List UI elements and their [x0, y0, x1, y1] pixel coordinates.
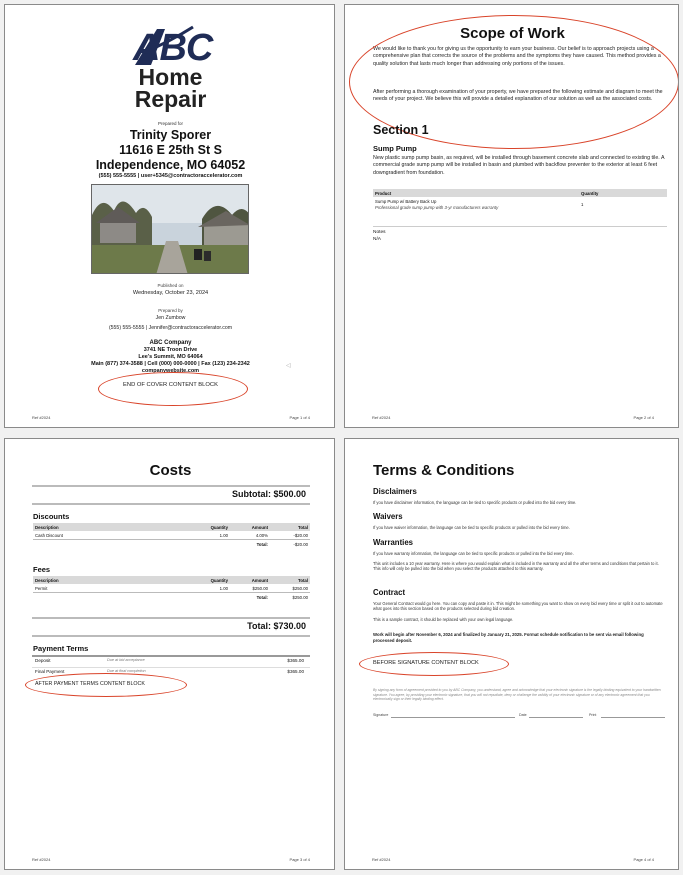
deposit-label: Deposit — [35, 658, 51, 663]
scope-intro-1: We would like to thank you for giving us the opportunity to earn your business. Our belief is to approach projects using a comprehensive plan that corrects the source of the problems and the symptoms they have caused. This method provides a quality solution that lasts much longer than addressing only portions of the issues. — [373, 46, 661, 67]
waivers-heading: Waivers — [373, 512, 403, 521]
client-city: Independence, MO 64052 — [95, 158, 246, 172]
fee-total: $250.00 — [292, 594, 308, 600]
rule — [32, 485, 310, 487]
section-heading: Section 1 — [373, 123, 429, 137]
payment-terms-title: Payment Terms — [33, 644, 89, 653]
table-divider — [373, 226, 667, 227]
cell: Permit — [35, 585, 48, 591]
fees-title: Fees — [33, 565, 51, 574]
col-description: Description — [33, 576, 186, 584]
annotation-oval-cover — [98, 372, 248, 406]
company-street: 3741 NE Troon Drive — [143, 347, 198, 353]
scope-page — [344, 4, 679, 428]
company-phones: Main (877) 374-3588 | Cell (000) 000-0000 | Fax (123) 234-2342 — [91, 361, 250, 367]
disclaimers-text: If you have disclaimer information, the language can be tied to specific products or pulled into the bid every time. — [373, 500, 577, 505]
prepared-for-label: Prepared for — [157, 121, 183, 126]
fees-table — [33, 576, 310, 602]
product-name: Sump Pump w/ Battery Back Up — [375, 198, 437, 204]
print-line[interactable] — [601, 717, 665, 718]
fee-total-row — [33, 593, 310, 602]
warranties-text-2: This unit includes a 10 year warranty. Here is where you would explain what is included in the warranty and all the other terms and conditions that pertain to it. This info will only be pulled into the bid when you select the products attached to this warranty. — [373, 561, 659, 572]
doc-ref: Ref #2024 — [372, 857, 391, 862]
published-date: Wednesday, October 23, 2024 — [132, 290, 209, 296]
table-row — [33, 584, 310, 593]
logo-abc-text: ABC — [133, 27, 213, 69]
terms-page — [344, 438, 679, 870]
after-payment-block: AFTER PAYMENT TERMS CONTENT BLOCK — [35, 681, 145, 687]
cell: $250.00 — [292, 585, 308, 591]
published-label: Published on — [157, 283, 184, 288]
notes-value: N/A — [373, 237, 381, 242]
notes-label: Notes — [373, 230, 386, 235]
grand-total: Total: $730.00 — [247, 621, 306, 631]
deposit-note: Due at bid acceptance — [107, 658, 145, 662]
cover-end-block: END OF COVER CONTENT BLOCK — [123, 382, 218, 388]
page-number: Page 4 of 4 — [633, 857, 654, 862]
cell: 4.00% — [255, 532, 268, 538]
rule — [32, 635, 310, 637]
rule — [32, 503, 310, 505]
warranties-text-1: If you have warranty information, the language can be tied to specific products or pulled into the bid every time. — [373, 551, 574, 556]
client-name: Trinity Sporer — [129, 128, 212, 142]
doc-ref: Ref #2024 — [32, 857, 51, 862]
col-amount: Amount — [230, 523, 270, 531]
table-row — [33, 531, 310, 540]
e-sign-disclaimer: By signing any form of agreement provided to you by ABC Company, you understand, agree and acknowledge that your electronic signature is the legally binding equivalent to your handwritten signature. You agree, by providing your electronic signature, that you will not repudiate, deny or challenge the validity of your electronic signature or of any electronic agreement that you electronically sign or their legally binding effect. — [373, 688, 661, 702]
cell: -$20.00 — [293, 532, 308, 538]
discounts-title: Discounts — [33, 512, 70, 521]
scroll-hint-icon: ◁ — [286, 363, 291, 369]
scope-intro-2: After performing a thorough examination of your property, we have prepared the following estimate and diagram to meet the needs of your project. We believe this will provide a detailed explanation of our solution as well as the associated costs. — [373, 89, 663, 103]
warranties-heading: Warranties — [373, 538, 414, 547]
col-quantity: Quantity — [186, 523, 230, 531]
terms-title: Terms & Conditions — [373, 462, 515, 479]
cell: $250.00 — [252, 585, 268, 591]
final-payment-label: Final Payment — [35, 669, 65, 674]
product-qty: 1 — [581, 201, 584, 207]
col-quantity: Quantity — [186, 576, 230, 584]
company-website: companywebsite.com — [141, 368, 200, 374]
page-number: Page 2 of 4 — [633, 415, 654, 420]
costs-title: Costs — [149, 462, 192, 479]
contract-text-1: Your General Contract would go here. You can copy and paste it in. This might be something you want to show on every bid every time or split it out to automate what goes into this section based on the products selected during bid creation. — [373, 601, 663, 612]
disclaimers-heading: Disclaimers — [373, 487, 417, 496]
before-signature-block: BEFORE SIGNATURE CONTENT BLOCK — [373, 660, 479, 666]
page-number: Page 1 of 4 — [289, 415, 310, 420]
final-payment-note: Due at final completion — [107, 669, 146, 673]
item-title: Sump Pump — [373, 144, 417, 153]
cover-page — [4, 4, 335, 428]
date-line[interactable] — [529, 717, 583, 718]
date-label: Date — [519, 713, 527, 717]
client-street: 11616 E 25th St S — [119, 143, 222, 157]
col-product: Product — [373, 189, 579, 197]
col-amount: Amount — [230, 576, 270, 584]
discounts-table — [33, 523, 310, 549]
waivers-text: If you have waiver information, the language can be tied to specific products or pulled into the bid every time. — [373, 525, 570, 530]
col-quantity: Quantity — [579, 189, 667, 197]
prepared-by-label: Prepared by — [158, 308, 183, 313]
contract-heading: Contract — [373, 588, 406, 597]
discount-total: -$20.00 — [293, 541, 308, 547]
logo-home-text: Home — [138, 64, 203, 90]
col-total: Total — [270, 576, 310, 584]
col-total: Total — [270, 523, 310, 531]
company-name: ABC Company — [149, 340, 192, 346]
scope-title: Scope of Work — [460, 25, 565, 42]
prepared-by-name: Jen Zumbow — [155, 315, 186, 321]
subtotal: Subtotal: $500.00 — [231, 489, 306, 499]
deposit-amount: $365.00 — [287, 658, 304, 663]
cell: Cash Discount — [35, 532, 63, 538]
print-label: Print — [589, 713, 597, 717]
page-number: Page 3 of 4 — [289, 857, 310, 862]
final-payment-amount: $365.00 — [287, 669, 304, 674]
product-table — [373, 189, 667, 211]
rule — [32, 667, 310, 668]
prepared-by-contact: (555) 555-5555 | Jennifer@contractoraccelerator.com — [108, 325, 233, 331]
item-description: New plastic sump pump basin, as required, will be installed through basement concrete slab and connected to existing tile. A commercial grade sump pump will be installed in basin and plumbed with backflow preventer to the exterior at least 6 feet downgradient from foundation. — [373, 155, 665, 176]
total-label: Total: — [256, 594, 268, 600]
signature-label: Signature — [373, 713, 389, 717]
cell: 1.00 — [219, 532, 228, 538]
signature-line[interactable] — [391, 717, 515, 718]
cell: 1.00 — [219, 585, 228, 591]
discount-total-row — [33, 540, 310, 549]
work-schedule-notice: Work will begin after November 6, 2024 and finalized by January 21, 2025. Format schedule notification to be sent via email following processed deposit. — [373, 632, 644, 643]
rule — [32, 655, 310, 657]
logo-repair-text: Repair — [134, 86, 207, 112]
company-city: Lee's Summit, MO 64064 — [138, 354, 203, 360]
total-label: Total: — [256, 541, 268, 547]
product-subtitle: Professional grade sump pump with 3-yr manufacturers warranty — [375, 204, 499, 210]
rule — [32, 617, 310, 619]
costs-page — [4, 438, 335, 870]
property-photo — [91, 184, 249, 274]
doc-ref: Ref #2024 — [372, 415, 391, 420]
contract-text-2: This is a sample contract, it should be replaced with your own legal language. — [373, 617, 514, 622]
col-description: Description — [33, 523, 186, 531]
table-row — [373, 197, 667, 211]
client-contact: (555) 555-5555 | user+5345@contractoraccelerator.com — [98, 173, 243, 179]
doc-ref: Ref #2024 — [32, 415, 51, 420]
